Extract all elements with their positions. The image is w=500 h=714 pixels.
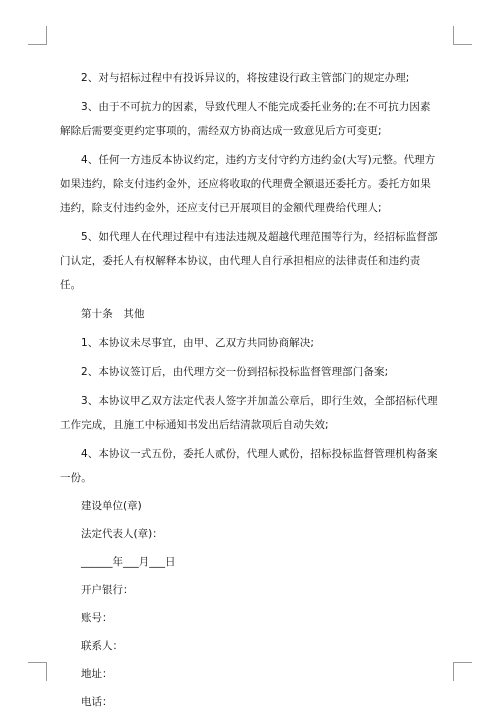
clause-2-paragraph: 2、对与招标过程中有投诉异议的，将按建设行政主管部门的规定办理; xyxy=(81,72,410,84)
account-label: 账号： xyxy=(81,612,113,624)
corner-mark-bottom-right xyxy=(453,662,472,681)
construction-unit-label: 建设单位(章) xyxy=(81,500,142,512)
article-10-item-4: 4、本协议一式五份，委托人贰份，代理人贰份，招标投标监督管理机构备案一份。 xyxy=(60,448,438,484)
document-body xyxy=(60,66,440,714)
article-10-heading: 第十条 其他 xyxy=(81,308,145,320)
signing-date-blank: ______年___月___日 xyxy=(81,556,176,568)
clause-5-paragraph: 5、如代理人在代理过程中有违法违规及超越代理范围等行为，经招标监督部门认定，委托人有权解释本协议，由代理人自行承担相应的法律责任和违约责任。 xyxy=(60,231,438,291)
article-10-item-3: 3、本协议甲乙双方法定代表人签字并加盖公章后，即行生效，全部招标代理工作完成，且施工中标通知书发出后结清款项后自动失效; xyxy=(60,395,438,431)
clause-3-paragraph: 3、由于不可抗力的因素，导致代理人不能完成委托业务的;在不可抗力因素解除后需要变更约定事项的，需经双方协商达成一致意见后方可变更; xyxy=(60,101,431,137)
corner-mark-top-left xyxy=(28,26,47,45)
phone-label: 电话： xyxy=(81,696,113,708)
article-10-item-2: 2、本协议签订后，由代理方交一份到招标投标监督管理部门备案; xyxy=(81,366,389,378)
corner-mark-bottom-left xyxy=(28,662,47,681)
corner-mark-top-right xyxy=(453,26,472,45)
legal-representative-label: 法定代表人(章)： xyxy=(81,528,163,540)
bank-label: 开户银行： xyxy=(81,584,134,596)
contact-label: 联系人： xyxy=(81,640,123,652)
article-10-item-1: 1、本协议未尽事宜，由甲、乙双方共同协商解决; xyxy=(81,337,315,349)
clause-4-paragraph: 4、任何一方违反本协议约定，违约方支付守约方违约金(大写)元整。代理方如果违约，除支付违约金外，还应将收取的代理费全额退还委托方。委托方如果违约，除支付违约金外，还应支付已开展项目的金额代理费给代理人; xyxy=(60,154,436,214)
address-label: 地址： xyxy=(81,668,113,680)
